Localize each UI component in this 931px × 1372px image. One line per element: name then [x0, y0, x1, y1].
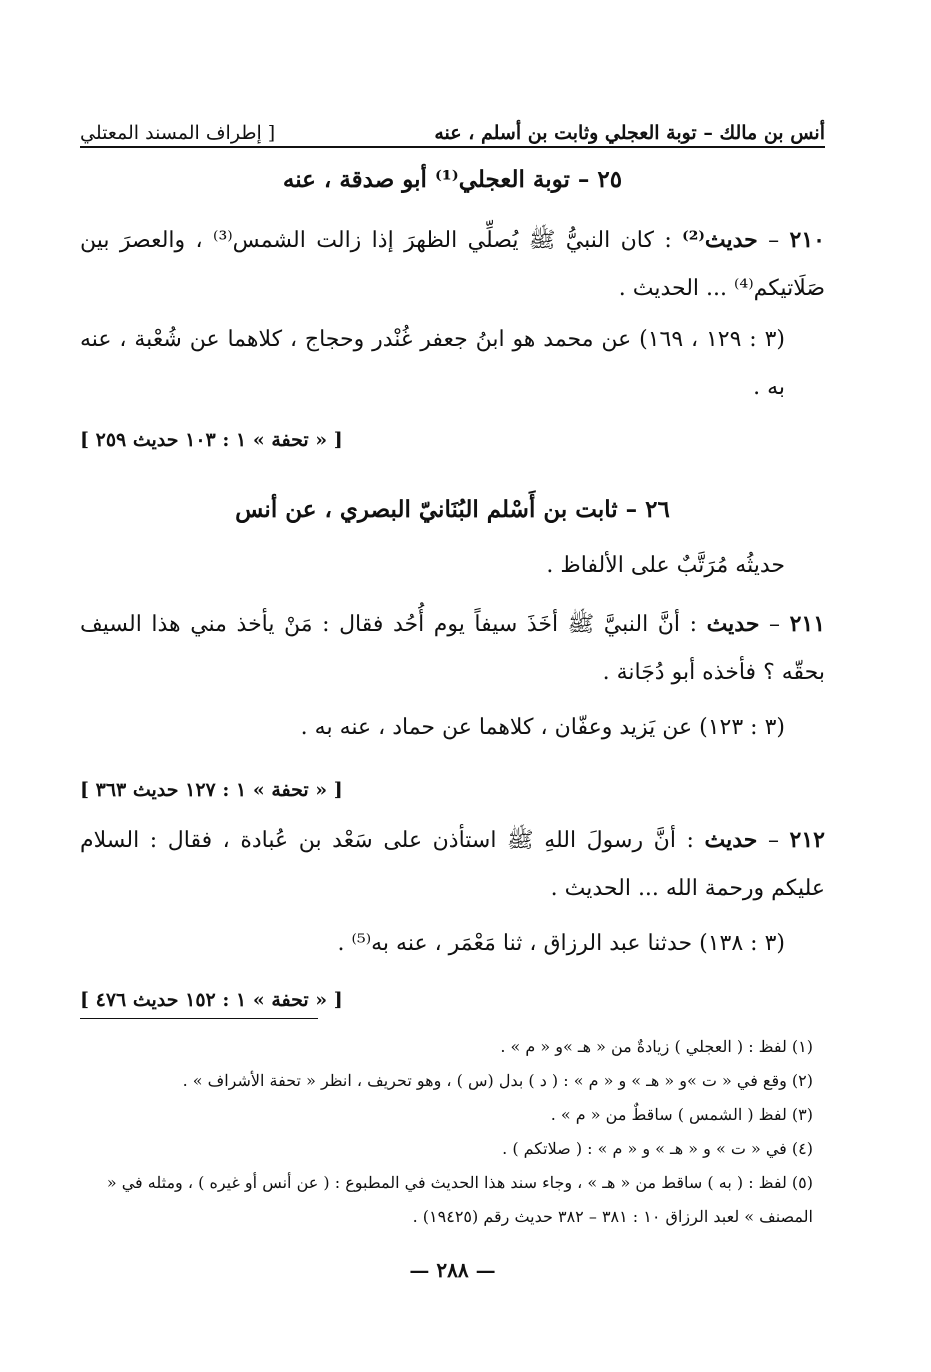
page-number: — ٢٨٨ — [409, 1258, 496, 1282]
hadith-text: : كان النبيُّ ﷺ يُصلِّي الظهرَ إذا زالت الشمس⁽³⁾ ، والعصرَ بين صَلَاتيكم⁽⁴⁾ ... الحديث . [80, 228, 825, 301]
footnote-rule [80, 1018, 318, 1019]
section-26-intro: حديثُه مُرَتَّبٌ على الألفاظ . [546, 553, 785, 578]
hadith-keyword: حديث [706, 611, 760, 637]
footnote-3: (٣) لفظ ( الشمس ) ساقطٌ من « م » . [550, 1105, 813, 1124]
footnote-2: (٢) وقع في « ت »و « هـ » و « م » : ( د ) بدل (س ) ، وهو تحريف ، انظر « تحفة الأشراف » . [182, 1071, 813, 1090]
hadith-text: : أنَّ النبيَّ ﷺ أخَذَ سيفاً يوم أُحُد فقال : مَنْ يأخذ مني هذا السيف بحقّه ؟ فأخذه أبو دُجَانة . [80, 612, 825, 685]
hadith-210-source: (٣ : ١٢٩ ، ١٦٩) عن محمد هو ابنُ جعفر غُنْدر وحجاج ، كلاهما عن شُعْبة ، عنه به . [80, 327, 785, 400]
running-header [80, 110, 825, 144]
hadith-number: ٢١١ [789, 611, 826, 637]
hadith-keyword: حديث [704, 827, 758, 853]
hadith-211-source: (٣ : ١٢٣) عن يَزيد وعفّان ، كلاهما عن حماد ، عنه به . [300, 715, 785, 740]
hadith-211: ٢١١ – حديث : أنَّ النبيَّ ﷺ أخَذَ سيفاً يوم أُحُد فقال : مَنْ يأخذ مني هذا السيف بحقّه ؟ فأخذه أبو دُجَانة . [80, 611, 826, 685]
footnote-4: (٤) في « ت » و « هـ » و « م » : ( صلاتكم ) . [502, 1139, 813, 1158]
hadith-212-source: (٣ : ١٣٨) حدثنا عبد الرزاق ، ثنا مَعْمَر ، عنه به⁽⁵⁾ . [337, 931, 785, 956]
hadith-number: ٢١٠ [789, 227, 825, 253]
hadith-number: ٢١٢ [789, 827, 825, 853]
footnotes [80, 1030, 825, 1234]
hadith-211-reference: [ « تحفة » ١ : ١٢٧ حديث ٣٦٣ ] [80, 779, 343, 801]
hadith-212: ٢١٢ – حديث : أنَّ رسولَ اللهِ ﷺ استأذن على سَعْد بن عُبادة ، فقال : السلام عليكم ورحمة الله ... الحديث . [80, 827, 825, 901]
hadith-210: ٢١٠ – حديث⁽²⁾ : كان النبيُّ ﷺ يُصلِّي الظهرَ إذا زالت الشمس⁽³⁾ ، والعصرَ بين صَلَاتيكم⁽⁴⁾ ... الحديث . [80, 227, 825, 301]
header-rule [80, 146, 825, 148]
section-heading-25: ٢٥ – توبة العجلي⁽¹⁾ أبو صدقة ، عنه [282, 166, 623, 193]
book-page [80, 100, 825, 1340]
section-heading-26: ٢٦ – ثابت بن أَسْلم البُنَانيّ البصري ، عن أنس [235, 496, 670, 523]
footnote-1: (١) لفظ : ( العجلي ) زيادةٌ من « هـ »و « م » . [500, 1037, 813, 1056]
hadith-text: : أنَّ رسولَ اللهِ ﷺ استأذن على سَعْد بن عُبادة ، فقال : السلام عليكم ورحمة الله ... الحديث . [80, 828, 825, 901]
hadith-212-reference: [ « تحفة » ١ : ١٥٢ حديث ٤٧٦ ] [80, 989, 343, 1011]
hadith-keyword: حديث⁽²⁾ [682, 227, 758, 253]
book-title: [ إطراف المسند المعتلي [80, 122, 276, 144]
footnote-5: (٥) لفظ : ( به ) ساقط من « هـ » ، وجاء سند هذا الحديث في المطبوع : ( عن أنس أو غيره ) ، ومثله في « المصنف » لعبد الرزاق ١٠ : ٣٨١ – ٣٨٢ حديث رقم (١٩٤٢٥) . [106, 1173, 813, 1226]
running-title: أنس بن مالك – توبة العجلي وثابت بن أسلم ، عنه [434, 122, 825, 144]
hadith-210-reference: [ « تحفة » ١ : ١٠٣ حديث ٢٥٩ ] [80, 429, 343, 451]
